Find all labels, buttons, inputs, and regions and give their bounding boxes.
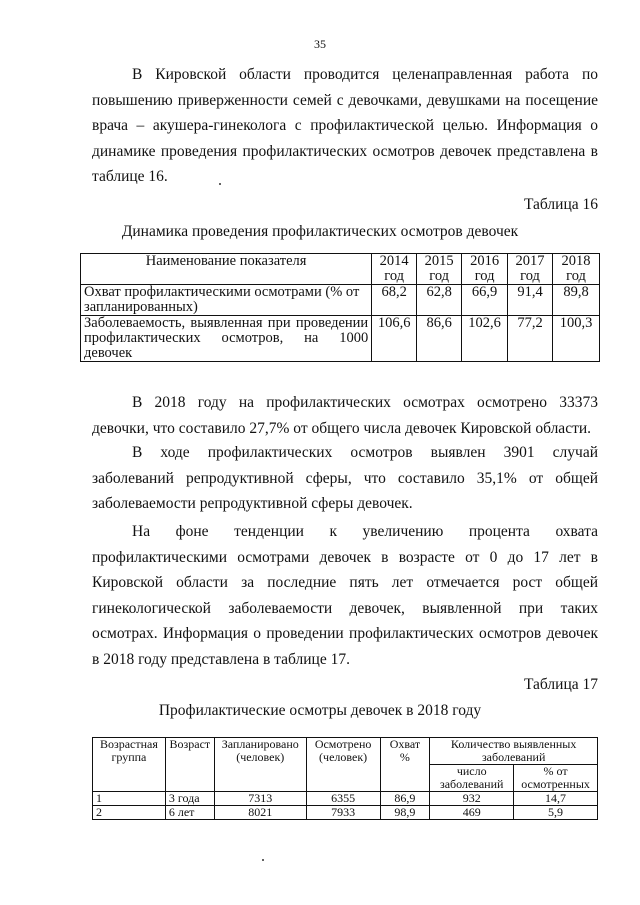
table17-header-age: Возраст: [165, 738, 214, 792]
scan-speck: [262, 859, 264, 861]
paragraph-trend: На фоне тенденции к увеличению процента охвата профилактическими осмотрами девочек в возрасте от 0 до 17 лет в Кировской области за последние пять лет отмечается рост общей гинекологической заболеваемости девочек, выявленной при таких осмотрах. Информация о проведении профилактических осмотров девочек в 2018 году представлена в таблице 17.: [92, 523, 598, 668]
table16-cell: 66,9: [462, 285, 508, 316]
table17-header-age-group: Возрастная группа: [93, 738, 166, 792]
table16-cell: 62,8: [417, 285, 462, 316]
table17: [92, 737, 598, 820]
table17-cell-examined: 7933: [306, 806, 380, 820]
table17-title: Профилактические осмотры девочек в 2018 году: [158, 702, 482, 719]
table17-header-coverage: Охват %: [380, 738, 430, 792]
table16-header-year: 2018 год: [553, 254, 600, 285]
table17-cell-coverage: 86,9: [380, 792, 430, 806]
table17-cell-age: 3 года: [165, 792, 214, 806]
table17-header-percent: % от осмотренных: [514, 765, 598, 792]
table17-header-row: [93, 738, 598, 765]
table16-cell: 77,2: [508, 316, 553, 362]
table17-cell-count: 469: [430, 806, 514, 820]
table16-header-year: 2014 год: [372, 254, 417, 285]
table17-cell-age: 6 лет: [165, 806, 214, 820]
table16-cell: 106,6: [372, 316, 417, 362]
table16-cell: 86,6: [417, 316, 462, 362]
page-number: 35: [314, 37, 326, 51]
table-row: [81, 316, 600, 362]
table16-header-year: 2016 год: [462, 254, 508, 285]
scan-speck: [219, 183, 221, 185]
table17-cell-group: 1: [93, 792, 166, 806]
paragraph-detected: В ходе профилактических осмотров выявлен 3901 случай заболеваний репродуктивной сферы, что составило 35,1% от общей заболеваемости репродуктивной сферы девочек.: [92, 444, 598, 512]
table-row: [93, 806, 598, 820]
table17-cell-count: 932: [430, 792, 514, 806]
paragraph-intro: В Кировской области проводится целенаправленная работа по повышению приверженности семей с девочками, девушками на посещение врача – акушера-гинеколога с профилактической целью. Информация о динамике проведения профилактических осмотров девочек представлена в таблице 16.: [92, 66, 598, 185]
table16-row-name: Охват профилактическими осмотрами (% от запланированных): [81, 285, 372, 316]
table17-cell-planned: 7313: [214, 792, 306, 806]
table16-cell: 89,8: [553, 285, 600, 316]
table16-title: Динамика проведения профилактических осмотров девочек: [121, 223, 519, 240]
table17-cell-examined: 6355: [306, 792, 380, 806]
table16-label: Таблица 16: [523, 196, 598, 213]
table-row: [81, 285, 600, 316]
paragraph-examined: В 2018 году на профилактических осмотрах осмотрено 33373 девочки, что составило 27,7% от общего числа девочек Кировской области.: [92, 394, 598, 437]
table17-label: Таблица 17: [523, 676, 598, 693]
table17-header-examined: Осмотрено (человек): [306, 738, 380, 792]
table16-cell: 102,6: [462, 316, 508, 362]
table-row: [93, 792, 598, 806]
table16-cell: 68,2: [372, 285, 417, 316]
table16-header-year: 2017 год: [508, 254, 553, 285]
table17-header-planned: Запланировано (человек): [214, 738, 306, 792]
table16: [80, 253, 600, 362]
table16-row-name: Заболеваемость, выявленная при проведении профилактических осмотров, на 1000 девочек: [81, 316, 372, 362]
table17-cell-planned: 8021: [214, 806, 306, 820]
table16-cell: 91,4: [508, 285, 553, 316]
table16-cell: 100,3: [553, 316, 600, 362]
table16-header-row: [81, 254, 600, 285]
table16-header-year: 2015 год: [417, 254, 462, 285]
table17-cell-coverage: 98,9: [380, 806, 430, 820]
table17-cell-group: 2: [93, 806, 166, 820]
table17-cell-percent: 14,7: [514, 792, 598, 806]
table17-cell-percent: 5,9: [514, 806, 598, 820]
table17-header-detected: Количество выявленных заболеваний: [430, 738, 598, 765]
table16-header-name: Наименование показателя: [81, 254, 372, 285]
table17-header-count: число заболеваний: [430, 765, 514, 792]
